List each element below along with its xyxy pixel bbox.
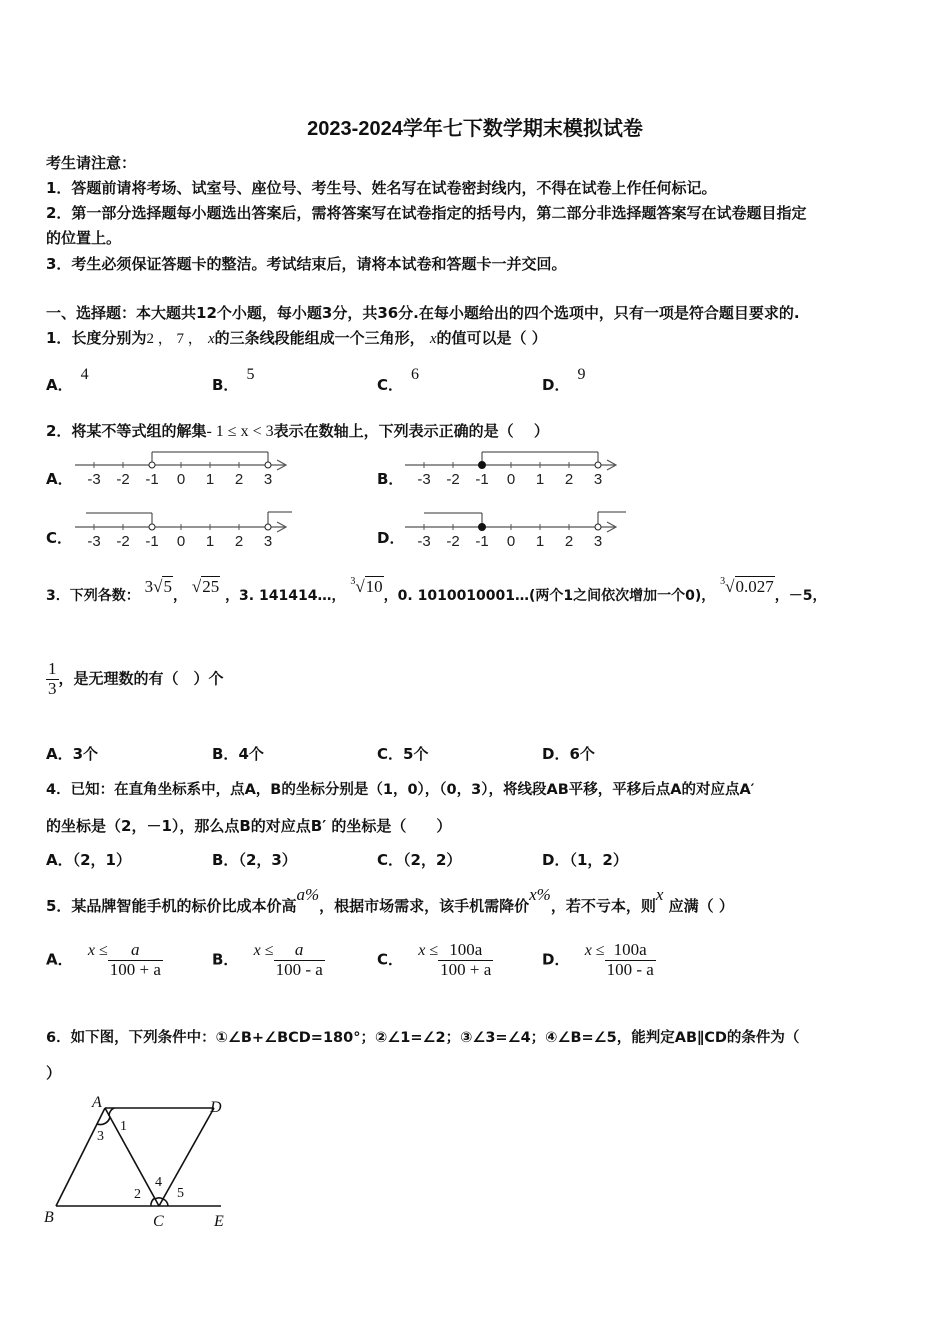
- tick-label: 3: [263, 471, 273, 488]
- angle-label-4: 4: [155, 1175, 162, 1190]
- question-6-line-1: 6．如下图，下列条件中：①∠B+∠BCD=180°；②∠1=∠2；③∠3=∠4；④∠B=∠5，能判定AB∥CD的条件为（: [46, 1030, 800, 1046]
- arc-angle-2: [151, 1198, 155, 1206]
- tick-label: 3: [593, 533, 603, 550]
- page-title: 2023-2024学年七下数学期末模拟试卷: [307, 118, 643, 140]
- option-label: A．: [46, 950, 73, 969]
- denominator: 3: [48, 678, 57, 698]
- q1-values: 2 ， 7 ，: [146, 331, 203, 347]
- tick-label: -1: [475, 533, 489, 550]
- q1-text-b: 的三条线段能组成一个三角形，: [214, 329, 425, 347]
- number-line-a[interactable]: [70, 450, 300, 490]
- q5-option-b[interactable]: [212, 941, 325, 979]
- question-2-stem: [46, 420, 549, 441]
- coef: 3: [144, 577, 154, 596]
- label-e: E: [214, 1213, 224, 1230]
- question-1-stem: [46, 327, 547, 348]
- option-label: C．: [377, 851, 404, 869]
- option-label: D．: [542, 950, 570, 969]
- option-label: A．: [46, 851, 73, 869]
- question-3-stem-cont: [46, 660, 224, 698]
- option-value: （2，2）: [403, 851, 462, 869]
- index: 3: [720, 576, 726, 587]
- option-label: C．: [377, 376, 404, 394]
- q4-option-a[interactable]: [46, 849, 131, 870]
- option-lhs: x ≤: [418, 941, 439, 959]
- q1-text-a: 1．长度分别为: [46, 329, 147, 347]
- notice-item-2: 2．第一部分选择题每小题选出答案后，需将答案写在试卷指定的括号内，第二部分非选择题答案写在试卷题目指定: [46, 204, 807, 222]
- q1-var: x: [207, 331, 215, 347]
- option-value: 5个: [403, 745, 429, 763]
- q3-num-cbrt10: $^3$√10: [350, 576, 383, 596]
- section-heading: 一、选择题：本大题共12个小题，每小题3分，共36分.在每小题给出的四个选项中，只有一项是符合题目要求的.: [46, 304, 800, 322]
- q3-option-c[interactable]: [377, 743, 428, 764]
- label-d: D: [210, 1099, 222, 1116]
- question-6-line-2: ）: [46, 1064, 62, 1082]
- number-line-b[interactable]: [400, 450, 630, 490]
- q5-text-d: 应满（ ）: [668, 897, 734, 915]
- segment-cd: [159, 1108, 214, 1206]
- option-label: D．: [542, 376, 570, 394]
- angle-label-1: 1: [120, 1119, 127, 1134]
- option-label: A．: [46, 745, 73, 763]
- question-5-stem: [46, 885, 734, 916]
- option-value: 3个: [72, 745, 99, 763]
- option-value: 6: [411, 366, 420, 383]
- label-c: C: [153, 1213, 164, 1230]
- arc-angle-1: [109, 1108, 114, 1116]
- option-fraction: [605, 941, 656, 979]
- q3-option-d[interactable]: [542, 743, 595, 764]
- tick-label: 2: [564, 471, 574, 488]
- tick-label: 0: [506, 533, 516, 550]
- q2-text-a: 2．将某不等式组的解集: [46, 422, 207, 440]
- label-a: A: [92, 1094, 102, 1111]
- numerator: 100a: [438, 941, 493, 961]
- tick-label: 1: [535, 533, 545, 550]
- tick-label: -2: [446, 533, 460, 550]
- q5-text-a: 5．某品牌智能手机的标价比成本价高: [46, 897, 297, 915]
- q5-text-b: ，根据市场需求，该手机需降价: [319, 897, 530, 915]
- tick-label: 1: [535, 471, 545, 488]
- option-label: B．: [212, 376, 239, 394]
- notice-item-3: 3．考生必须保证答题卡的整洁。考试结束后，请将本试卷和答题卡一并交回。: [46, 255, 567, 273]
- denominator: 100 + a: [109, 959, 161, 979]
- q5-text-c: ，若不亏本，则: [550, 897, 656, 915]
- q5-option-c[interactable]: [377, 941, 493, 979]
- option-value: （2，1）: [72, 851, 131, 869]
- q1-option-d[interactable]: [542, 366, 586, 395]
- radicand: 25: [202, 577, 220, 596]
- tick-label: 0: [176, 533, 186, 550]
- segment-ac: [105, 1108, 159, 1206]
- q3-num-3sqrt5: 3√5: [144, 577, 172, 596]
- q5-percent-a: a%: [296, 885, 320, 904]
- tick-label: 0: [176, 471, 186, 488]
- q3-frac-1-3: [46, 660, 59, 698]
- q2-option-a-label[interactable]: A．: [46, 470, 73, 488]
- numerator: 1: [48, 659, 57, 678]
- option-value: 4: [80, 366, 89, 383]
- radicand: 10: [365, 577, 383, 596]
- numerator: 100a: [605, 941, 656, 961]
- tick-label: -3: [87, 471, 101, 488]
- option-value: 4个: [238, 745, 264, 763]
- notice-item-1: 1．答题前请将考场、试室号、座位号、考生号、姓名写在试卷密封线内，不得在试卷上作任何标记。: [46, 179, 717, 197]
- option-value: 6个: [569, 745, 595, 763]
- tick-label: -1: [145, 533, 159, 550]
- radicand: 5: [163, 577, 172, 596]
- q4-option-c[interactable]: [377, 849, 461, 870]
- q4-option-d[interactable]: [542, 849, 628, 870]
- angle-label-5: 5: [177, 1186, 184, 1201]
- tick-label: -2: [116, 533, 130, 550]
- denominator: 100 - a: [275, 959, 323, 979]
- question-4-line-2: 的坐标是（2，－1），那么点B的对应点B′ 的坐标是（ ）: [46, 817, 452, 835]
- tick-label: -3: [87, 533, 101, 550]
- option-label: B．: [212, 745, 239, 763]
- q1-option-c[interactable]: [377, 366, 420, 395]
- option-lhs: x ≤: [87, 941, 108, 959]
- notice-item-2-cont: 的位置上。: [46, 229, 122, 247]
- option-label: A．: [46, 376, 73, 394]
- arc-angle-4: [155, 1198, 163, 1199]
- q5-var: x: [655, 885, 664, 904]
- option-value: （1，2）: [569, 851, 628, 869]
- tick-label: 3: [593, 471, 603, 488]
- q5-option-d[interactable]: [542, 941, 656, 979]
- index: 3: [350, 576, 356, 587]
- q3-num-decimal: ，0. 1010010001…(两个1之间依次增加一个0)，: [383, 588, 716, 604]
- q3-option-a[interactable]: [46, 743, 98, 764]
- radicand: 0.027: [735, 577, 774, 596]
- q5-option-a[interactable]: [46, 941, 163, 979]
- tick-label: 2: [234, 471, 244, 488]
- option-fraction: [108, 941, 163, 979]
- q3-text-a: 3．下列各数：: [46, 588, 140, 604]
- option-label: C．: [377, 745, 404, 763]
- q3-num-sqrt25: √25: [191, 577, 220, 596]
- option-label: B．: [212, 851, 239, 869]
- denominator: 100 - a: [606, 959, 654, 979]
- option-value: 9: [577, 366, 586, 383]
- notice-heading: 考生请注意：: [46, 154, 137, 172]
- tick-label: 0: [506, 471, 516, 488]
- q1-option-b[interactable]: [212, 366, 255, 395]
- option-fraction: [438, 941, 493, 979]
- tick-label: -2: [446, 471, 460, 488]
- tick-label: 1: [205, 533, 215, 550]
- q3-num-cbrt0027: $^3$√0.027: [720, 576, 774, 596]
- tick-label: 3: [263, 533, 273, 550]
- q1-var-2: x: [429, 331, 437, 347]
- q3-text-b: ，是无理数的有（ ）个: [58, 669, 224, 688]
- q2-option-c-label[interactable]: C．: [46, 529, 73, 547]
- question-3-stem: 3．下列各数： 3√5， √25 ，3. 141414…， $^3$√10，0. 1010010001…(两个1之间依次增加一个0)， $^3$√0.027，－5，: [46, 576, 827, 604]
- option-value: （2，3）: [238, 851, 297, 869]
- q2-inequality: - 1 ≤ x < 3: [206, 423, 274, 440]
- q3-num-neg5: ，－5，: [774, 588, 827, 604]
- q1-text-c: 的值可以是（ ）: [436, 329, 547, 347]
- numerator: a: [274, 941, 325, 961]
- angle-label-3: 3: [97, 1129, 104, 1144]
- label-b: B: [44, 1209, 54, 1226]
- geometry-figure: [38, 1088, 248, 1238]
- q3-option-b[interactable]: [212, 743, 264, 764]
- tick-label: -1: [145, 471, 159, 488]
- q1-option-a[interactable]: [46, 366, 89, 395]
- tick-label: 1: [205, 471, 215, 488]
- option-lhs: x ≤: [253, 941, 274, 959]
- option-value: 5: [246, 366, 255, 383]
- segment-ab: [56, 1108, 105, 1206]
- angle-label-2: 2: [134, 1187, 141, 1202]
- q2-option-b-label[interactable]: B．: [377, 470, 404, 488]
- tick-label: -3: [417, 471, 431, 488]
- option-label: B．: [212, 950, 239, 969]
- tick-label: -3: [417, 533, 431, 550]
- q3-num-3141414: ，3. 141414…，: [225, 588, 346, 604]
- option-label: D．: [542, 745, 570, 763]
- tick-label: 2: [234, 533, 244, 550]
- numerator: a: [108, 941, 163, 961]
- q2-option-d-label[interactable]: D．: [377, 529, 405, 547]
- q4-option-b[interactable]: [212, 849, 297, 870]
- q2-text-b: 表示在数轴上，下列表示正确的是（ ）: [273, 422, 549, 440]
- tick-label: -1: [475, 471, 489, 488]
- option-lhs: x ≤: [584, 941, 605, 959]
- option-label: C．: [377, 950, 404, 969]
- option-label: D．: [542, 851, 570, 869]
- q5-percent-x: x%: [529, 885, 551, 904]
- tick-label: -2: [116, 471, 130, 488]
- arc-angle-5: [163, 1199, 168, 1206]
- denominator: 100 + a: [440, 959, 492, 979]
- tick-label: 2: [564, 533, 574, 550]
- number-line-d[interactable]: [400, 508, 632, 550]
- option-fraction: [274, 941, 325, 979]
- number-line-c[interactable]: [70, 508, 300, 550]
- question-4-line-1: 4．已知：在直角坐标系中，点A，B的坐标分别是（1，0），（0，3），将线段AB平移，平移后点A的对应点A′: [46, 782, 755, 798]
